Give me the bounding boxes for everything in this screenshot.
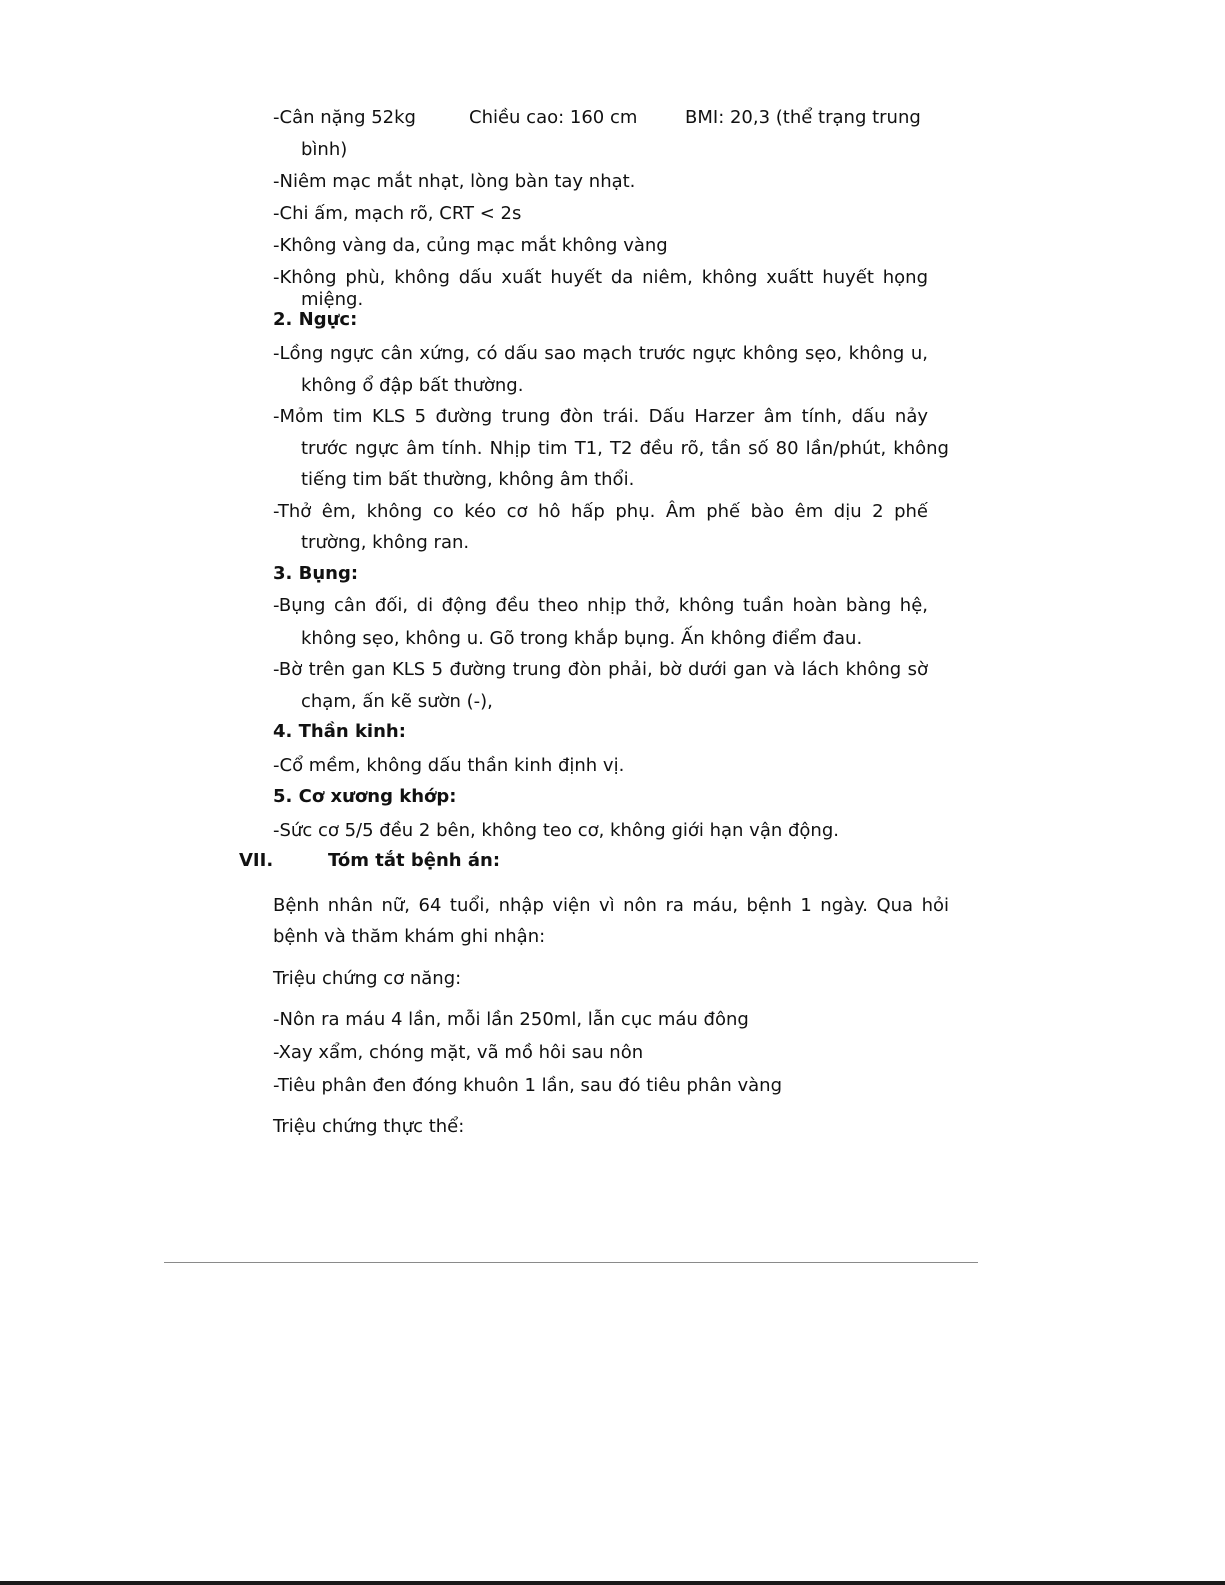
chest-line-2b: trước ngực âm tính. Nhịp tim T1, T2 đều rõ, tần số 80 lần/phút, không [301,438,949,459]
physical-signs-heading: Triệu chứng thực thể: [273,1116,465,1137]
general-line-2: -Chi ấm, mạch rõ, CRT < 2s [273,203,522,224]
section-number: VII. [239,850,274,871]
abdomen-line-1a: -Bụng cân đối, di động đều theo nhịp thở, không tuần hoàn bàng hệ, [273,595,928,616]
vitals-height: Chiều cao: 160 cm [469,107,638,128]
general-line-3: -Không vàng da, củng mạc mắt không vàng [273,235,668,256]
msk-line-1: -Sức cơ 5/5 đều 2 bên, không teo cơ, không giới hạn vận động. [273,820,839,841]
chest-line-3b: trường, không ran. [301,532,470,553]
general-line-4b: miệng. [301,289,364,310]
abdomen-line-1b: không sẹo, không u. Gõ trong khắp bụng. Ấn không điểm đau. [301,628,863,649]
section-heading: Tóm tắt bệnh án: [328,850,501,871]
abdomen-line-2a: -Bờ trên gan KLS 5 đường trung đòn phải, bờ dưới gan và lách không sờ [273,659,928,680]
abdomen-heading: 3. Bụng: [273,563,359,584]
functional-symptom-1: -Nôn ra máu 4 lần, mỗi lần 250ml, lẫn cục máu đông [273,1009,749,1030]
chest-line-1b: không ổ đập bất thường. [301,375,524,396]
neuro-heading: 4. Thần kinh: [273,721,406,742]
vitals-bmi-continued: bình) [301,139,348,160]
chest-line-2a: -Mỏm tim KLS 5 đường trung đòn trái. Dấu Harzer âm tính, dấu nảy [273,406,928,427]
msk-heading: 5. Cơ xương khớp: [273,786,457,807]
chest-heading: 2. Ngực: [273,309,358,330]
chest-line-2c: tiếng tim bất thường, không âm thổi. [301,469,635,490]
functional-symptoms-heading: Triệu chứng cơ năng: [273,968,462,989]
neuro-line-1: -Cổ mềm, không dấu thần kinh định vị. [273,755,625,776]
chest-line-1a: -Lồng ngực cân xứng, có dấu sao mạch trước ngực không sẹo, không u, [273,343,928,364]
vitals-bmi: BMI: 20,3 (thể trạng trung [685,107,921,128]
chest-line-3a: -Thở êm, không co kéo cơ hô hấp phụ. Âm phế bào êm dịu 2 phế [273,501,928,522]
vitals-weight: -Cân nặng 52kg [273,107,416,128]
functional-symptom-3: -Tiêu phân đen đóng khuôn 1 lần, sau đó tiêu phân vàng [273,1075,783,1096]
page-divider [164,1262,978,1263]
summary-paragraph-line-1: Bệnh nhân nữ, 64 tuổi, nhập viện vì nôn ra máu, bệnh 1 ngày. Qua hỏi [273,895,949,916]
general-line-4a: -Không phù, không dấu xuất huyết da niêm, không xuấtt huyết họng [273,267,928,288]
abdomen-line-2b: chạm, ấn kẽ sườn (-), [301,691,493,712]
bottom-edge-bar [0,1581,1225,1585]
summary-paragraph-line-2: bệnh và thăm khám ghi nhận: [273,926,546,947]
general-line-1: -Niêm mạc mắt nhạt, lòng bàn tay nhạt. [273,171,636,192]
functional-symptom-2: -Xay xẩm, chóng mặt, vã mồ hôi sau nôn [273,1042,644,1063]
